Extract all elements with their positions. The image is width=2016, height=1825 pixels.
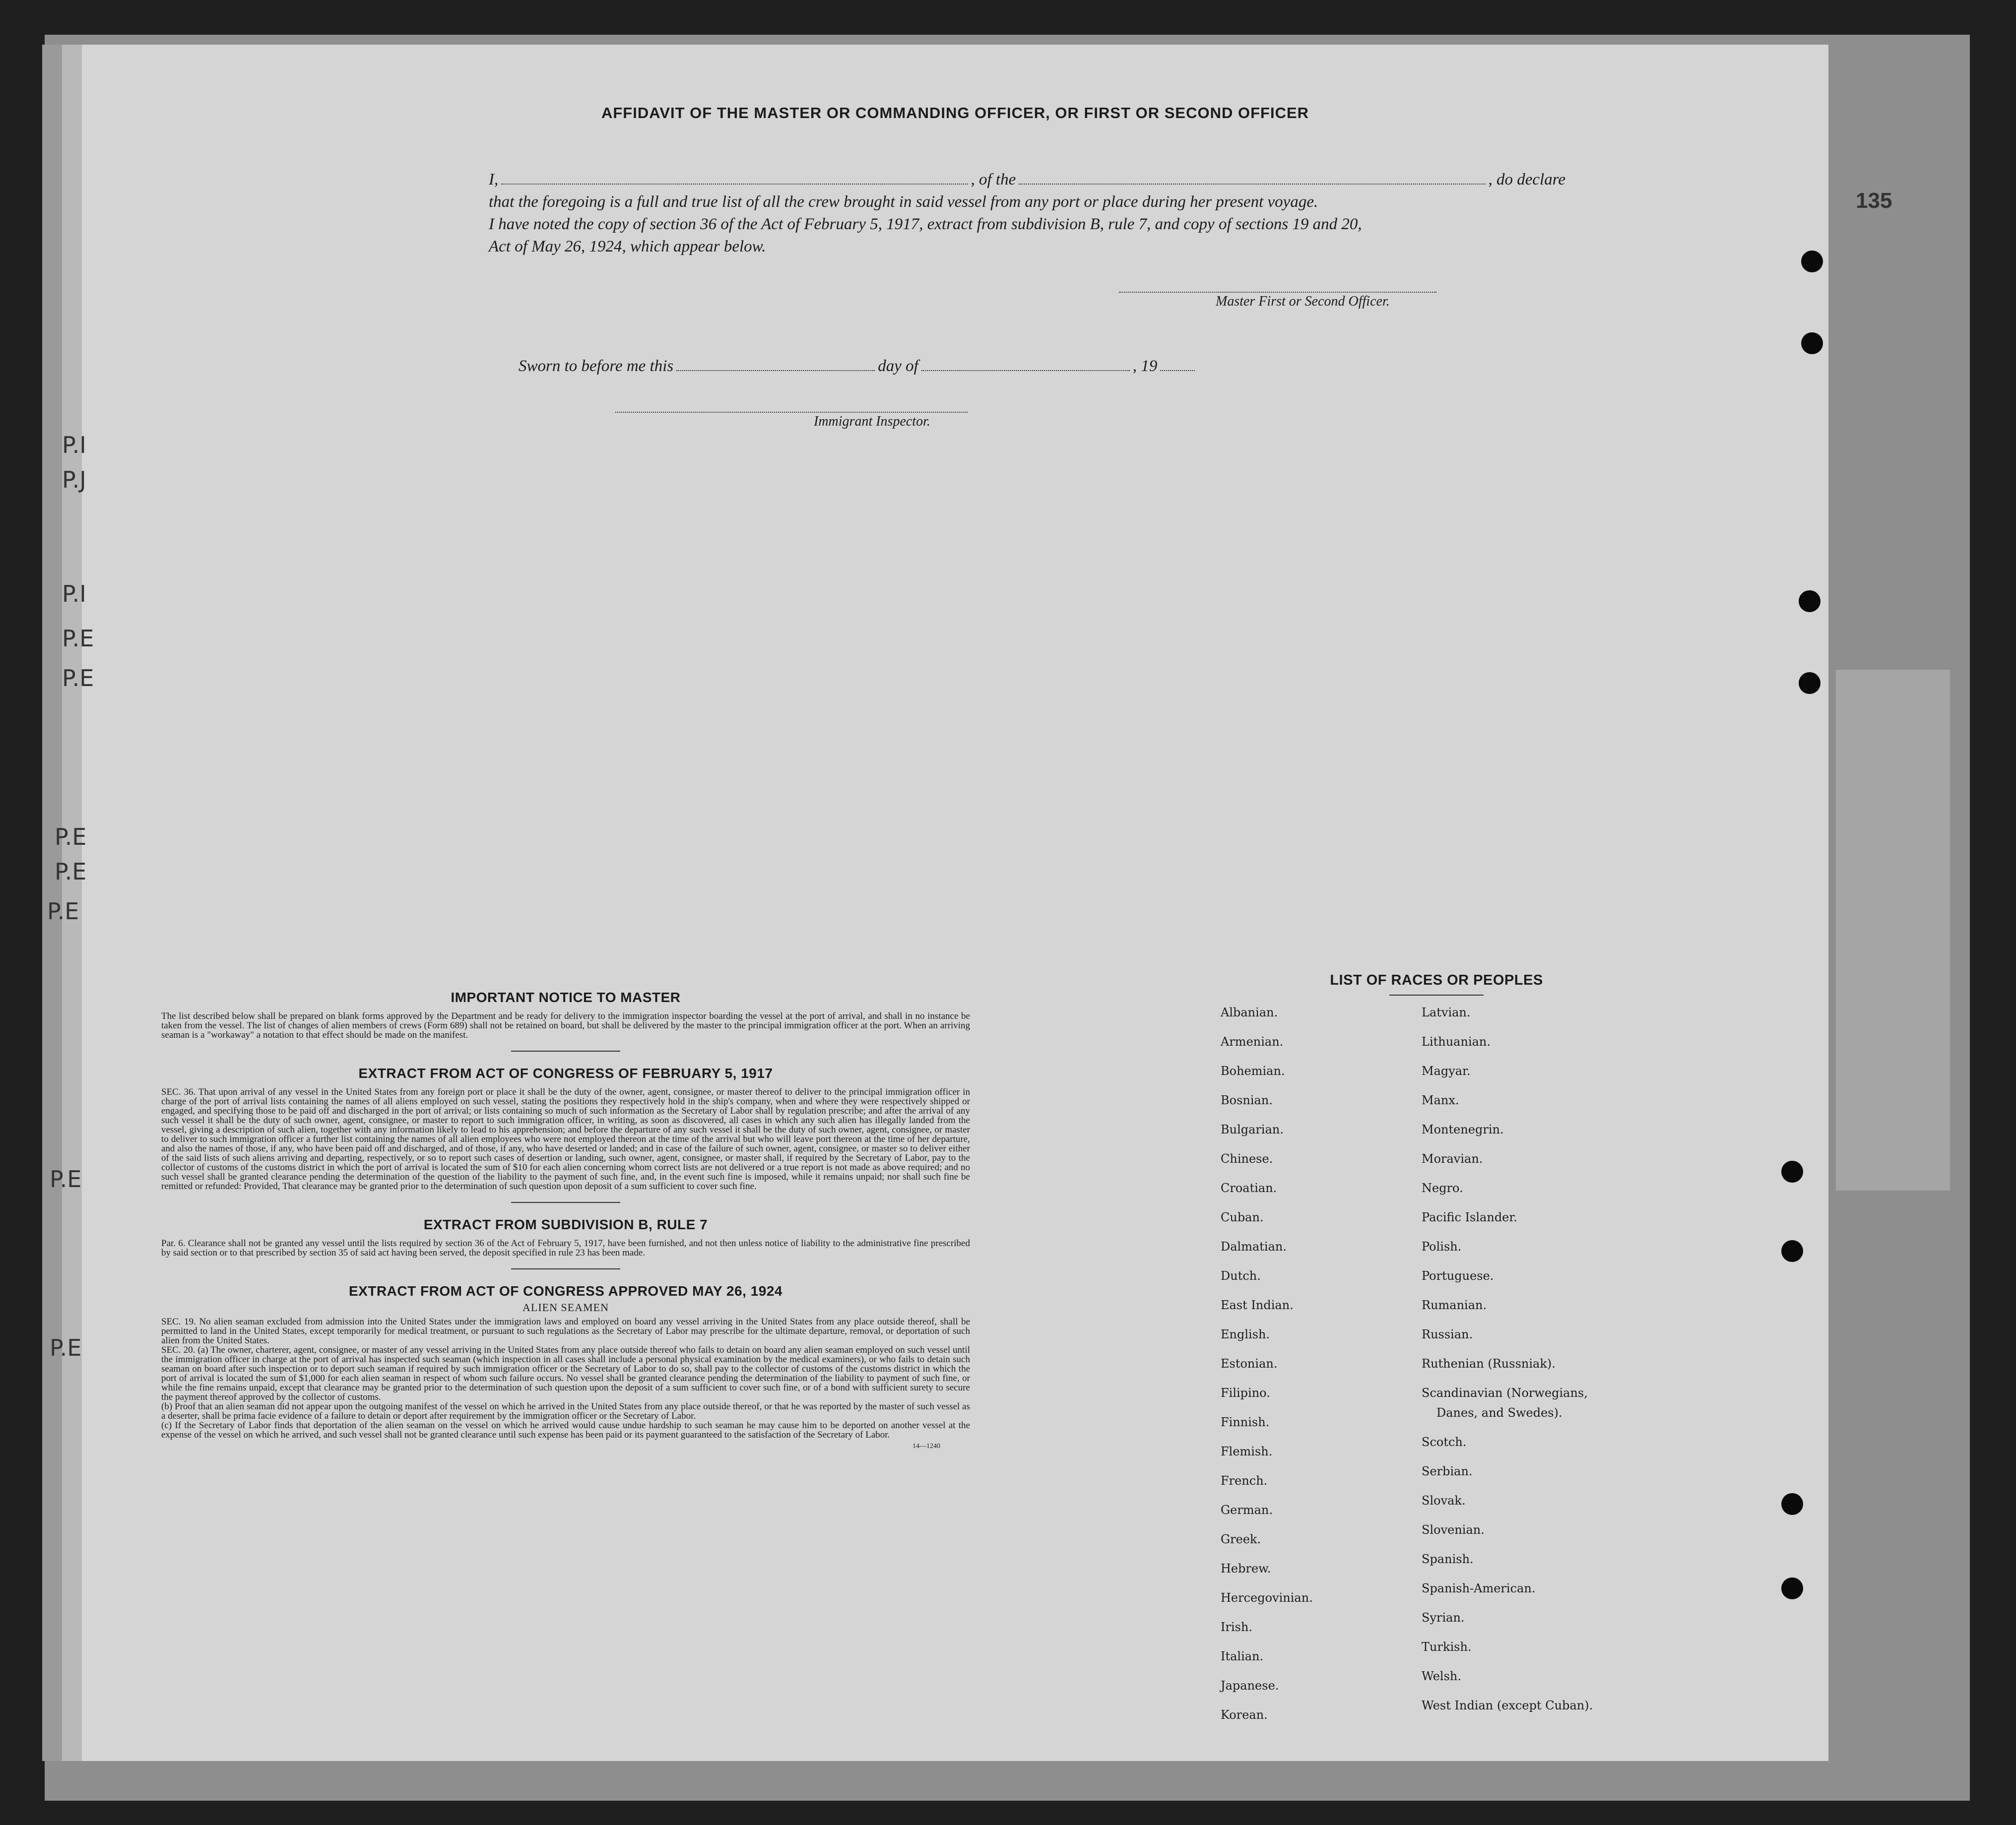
race-item: Syrian. [1422,1611,1465,1625]
extract-1924-subtitle: ALIEN SEAMEN [522,1301,609,1314]
punch-hole [1801,251,1823,272]
race-item: Rumanian. [1422,1298,1487,1312]
punch-hole [1781,1161,1803,1183]
punch-hole [1781,1577,1803,1599]
underlying-page-edge [1836,670,1950,1191]
notice-text: The list described below shall be prepared on blank forms approved by the Department and be ready for delivery to the immigration inspector boarding the vessel at the port of arrival, and shall in no instance be taken from the vessel. The list of changes of alien members of crews (Form 689) shall not be retained on board, but shall be delivered by the master to the principal immigration officer at the port. When an arriving seaman is a "workaway" a notation to that effect should be made on the manifest. [161,1011,970,1040]
document-page [47,45,1892,1761]
declaration-line-1 [489,169,1565,191]
race-item: Chinese. [1221,1152,1273,1166]
margin-note: P.J [62,466,86,493]
inspector-signature-line[interactable] [615,412,968,413]
affidavit-title: AFFIDAVIT OF THE MASTER OR COMMANDING OFFICER, OR FIRST OR SECOND OFFICER [601,104,1309,122]
margin-note: P.I [62,432,86,458]
race-item: Armenian. [1221,1035,1284,1049]
affidavit-declaration [489,169,1565,258]
page-number: 135 [1856,189,1892,213]
race-item: Dutch. [1221,1269,1261,1283]
race-item: Bosnian. [1221,1093,1273,1107]
races-section [1164,972,1709,1750]
punch-hole [1801,332,1823,354]
declaration-of-the: , of the [971,171,1016,189]
race-item: Hercegovinian. [1221,1591,1313,1605]
margin-note: P.E [55,858,87,885]
races-columns [1164,1006,1709,1750]
sworn-year-label: , 19 [1132,357,1158,375]
races-title: LIST OF RACES OR PEOPLES [1330,972,1543,988]
margin-note: P.E [62,665,94,692]
master-signature-line[interactable] [1119,292,1436,293]
race-item: Pacific Islander. [1422,1210,1517,1224]
race-item: Estonian. [1221,1357,1278,1371]
races-column-2 [1422,1006,1593,1728]
declaration-line-2: that the foregoing is a full and true list of all the crew brought in said vessel from any port or place during her present voyage. [489,193,1318,211]
master-signature-label: Master First or Second Officer. [1216,294,1390,309]
race-item-continued: Danes, and Swedes). [1436,1406,1562,1420]
section-divider [511,1051,620,1052]
race-item: Magyar. [1422,1064,1471,1078]
race-item: Hebrew. [1221,1562,1271,1575]
notice-title: IMPORTANT NOTICE TO MASTER [451,990,681,1005]
extract-1924-sec19: SEC. 19. No alien seaman excluded from admission into the United States under the immigration laws and employed on board any vessel arriving in the United States from any place outside thereof, shall be permitted to land in the United States, except temporarily for medical treatment, or pursuant to such regulations as the Secretary of Labor may prescribe for the ultimate departure, removal, or deportation of such alien from the United States. [161,1317,970,1346]
race-item: East Indian. [1221,1298,1294,1312]
section-divider [511,1202,620,1203]
race-item: Montenegrin. [1422,1123,1504,1136]
extract-1924-title: EXTRACT FROM ACT OF CONGRESS APPROVED MAY 26, 1924 [349,1283,782,1299]
punch-hole [1781,1240,1803,1262]
sworn-prefix: Sworn to before me this [519,357,674,375]
margin-note: P.E [50,1166,82,1193]
section-divider [511,1268,620,1269]
race-item: Serbian. [1422,1464,1473,1478]
race-item: German. [1221,1503,1273,1517]
punch-hole [1781,1493,1803,1515]
margin-note: P.E [62,625,94,652]
race-item: Portuguese. [1422,1269,1494,1283]
race-item: Manx. [1422,1093,1459,1107]
extract-rule7-text: Par. 6. Clearance shall not be granted any vessel until the lists required by section 36 of the Act of February 5, 1917, have been furnished, and not then unless notice of liability to the administrative fine prescribed by said section or to that prescribed by section 35 of said act having been served, the deposit specified in rule 23 has been made. [161,1238,970,1258]
extract-rule7-title: EXTRACT FROM SUBDIVISION B, RULE 7 [423,1217,708,1232]
race-item: Polish. [1422,1240,1462,1254]
margin-note: P.E [50,1334,82,1361]
race-item: Scotch. [1422,1435,1467,1449]
extract-1924-sec20a: SEC. 20. (a) The owner, charterer, agent, consignee, or master of any vessel arriving in the United States from any place outside thereof who fails to detain on board any alien seaman employed on such vessel until the immigration officer in charge at the port of arrival has inspected such seaman (which inspection in all cases shall include a personal physical examination by the medical examiners), or who fails to detain such seaman on board after such inspection or to deport such seaman if required by such immigration officer or the Secretary of Labor to do so, shall pay to the collector of customs of the customs district in which the port of arrival is located the sum of $1,000 for each alien seaman in respect of whom such failure occurs. No vessel shall be granted clearance pending the determination of the liability to payment of such fine, or while the fine remains unpaid, except that clearance may be granted prior to the determination of such question upon the deposit of a sum sufficient to cover such fine, or of a bond with sufficient surety to secure the payment thereof approved by the collector of customs. [161,1345,970,1402]
race-item: Albanian. [1221,1006,1278,1019]
race-item: Slovenian. [1422,1523,1485,1537]
sworn-day-label: day of [878,357,918,375]
declaration-i: I, [489,171,499,189]
race-item: Croatian. [1221,1181,1277,1195]
race-item: West Indian (except Cuban). [1422,1699,1593,1712]
race-item: Bohemian. [1221,1064,1285,1078]
name-blank[interactable] [501,184,968,185]
race-item: Turkish. [1422,1640,1472,1654]
race-item: Italian. [1221,1649,1264,1663]
margin-note: P.E [55,823,87,850]
declaration-line-3: I have noted the copy of section 36 of the Act of February 5, 1917, extract from subdivision B, rule 7, and copy of sections 19 and 20, [489,215,1362,233]
race-item: Cuban. [1221,1210,1264,1224]
race-item: Welsh. [1422,1669,1461,1683]
race-item: Slovak. [1422,1494,1466,1508]
race-item: Scandinavian (Norwegians, [1422,1386,1588,1400]
race-item: Spanish. [1422,1552,1474,1566]
margin-note: P.E [47,898,79,925]
race-item: French. [1221,1474,1268,1488]
race-item: Greek. [1221,1532,1261,1546]
race-item: Bulgarian. [1221,1123,1284,1136]
inspector-signature-label: Immigrant Inspector. [814,414,930,429]
extract-1924-sec20c: (c) If the Secretary of Labor finds that deportation of the alien seaman on the vessel on which he arrived would cause undue hardship to such seaman he may cause him to be deported on another vessel at the expense of the vessel on which he arrived, and such vessel shall not be granted clearance until such expense has been paid or its payment guaranteed to the satisfaction of the Secretary of Labor. [161,1420,970,1440]
race-item: Finnish. [1221,1415,1270,1429]
sworn-day-blank[interactable] [676,370,875,371]
declaration-do-declare: , do declare [1488,171,1565,189]
sworn-line [519,357,1198,376]
race-item: Ruthenian (Russniak). [1422,1357,1556,1371]
race-item: Latvian. [1422,1006,1471,1019]
punch-hole [1799,590,1821,612]
race-item: Irish. [1221,1620,1253,1634]
race-item: Moravian. [1422,1152,1483,1166]
sworn-month-blank[interactable] [921,370,1130,371]
race-item: Lithuanian. [1422,1035,1491,1049]
race-item: English. [1221,1327,1270,1341]
races-divider [1389,995,1484,996]
notice-section [161,990,970,1450]
sworn-year-blank[interactable] [1160,370,1195,371]
race-item: Filipino. [1221,1386,1270,1400]
race-item: Korean. [1221,1708,1268,1722]
race-item: Negro. [1422,1181,1463,1195]
vessel-blank[interactable] [1019,184,1485,185]
race-item: Spanish-American. [1422,1581,1536,1595]
declaration-line-4: Act of May 26, 1924, which appear below. [489,238,766,255]
race-item: Japanese. [1221,1679,1279,1693]
punch-hole [1799,672,1821,694]
extract-1917-text: SEC. 36. That upon arrival of any vessel in the United States from any foreign port or place it shall be the duty of the owner, agent, consignee, or master thereof to deliver to the principal immigration officer in charge of the port of arrival lists containing the names of all aliens employed on such vessel, stating the positions they respectively hold in the ship's company, when and where they were respectively shipped or engaged, and specifying those to be paid off and discharged in the port of arrival; or lists containing so much of such information as the Secretary of Labor shall by regulation prescribe; and after the arrival of any such vessel it shall be the duty of such owner, agent, consignee, or master to report to such immigration officer, in writing, as soon as discovered, all cases in which any such alien has illegally landed from the vessel, giving a description of such alien, together with any information likely to lead to his apprehension; and before the departure of any such vessel it shall be the duty of such owner, agent, consignee, or master to deliver to such immigration officer a further list containing the names of all alien employees who were not employed thereon at the time of the arrival but who will leave port thereon at the time of her departure, and also the names of those, if any, who have been paid off and discharged, and of those, if any, who have deserted or landed; and in case of the failure of such owner, agent, consignee, or master so to deliver either of the said lists of such aliens arriving and departing, respectively, or so to report such cases of desertion or landing, such owner, agent, consignee, or master shall, if required by the Secretary of Labor, pay to the collector of customs of the customs district in which the port of arrival is located the sum of $10 for each alien concerning whom correct lists are not delivered or a true report is not made as above required; and no such vessel shall be granted clearance pending the determination of the question of the liability to the payment of such fine, and, in the event such fine is imposed, while it remains unpaid; nor shall such fine be remitted or refunded: Provided, That clearance may be granted prior to the determination of such question upon deposit of a sum sufficient to cover such fine. [161,1087,970,1192]
race-item: Russian. [1422,1327,1473,1341]
race-item: Flemish. [1221,1445,1273,1458]
races-column-1 [1221,1006,1313,1737]
extract-1917-title: EXTRACT FROM ACT OF CONGRESS OF FEBRUARY 5, 1917 [358,1066,773,1081]
extract-1924-sec20b: (b) Proof that an alien seaman did not appear upon the outgoing manifest of the vessel on which he arrived in the United States from any place outside thereof, or that he was reported by the master of such vessel as a deserter, shall be prima facie evidence of a failure to detain or deport after requirement by the immigration officer or the Secretary of Labor. [161,1401,970,1421]
race-item: Dalmatian. [1221,1240,1287,1254]
form-number: 14—1240 [912,1443,940,1450]
margin-note: P.I [62,580,86,607]
